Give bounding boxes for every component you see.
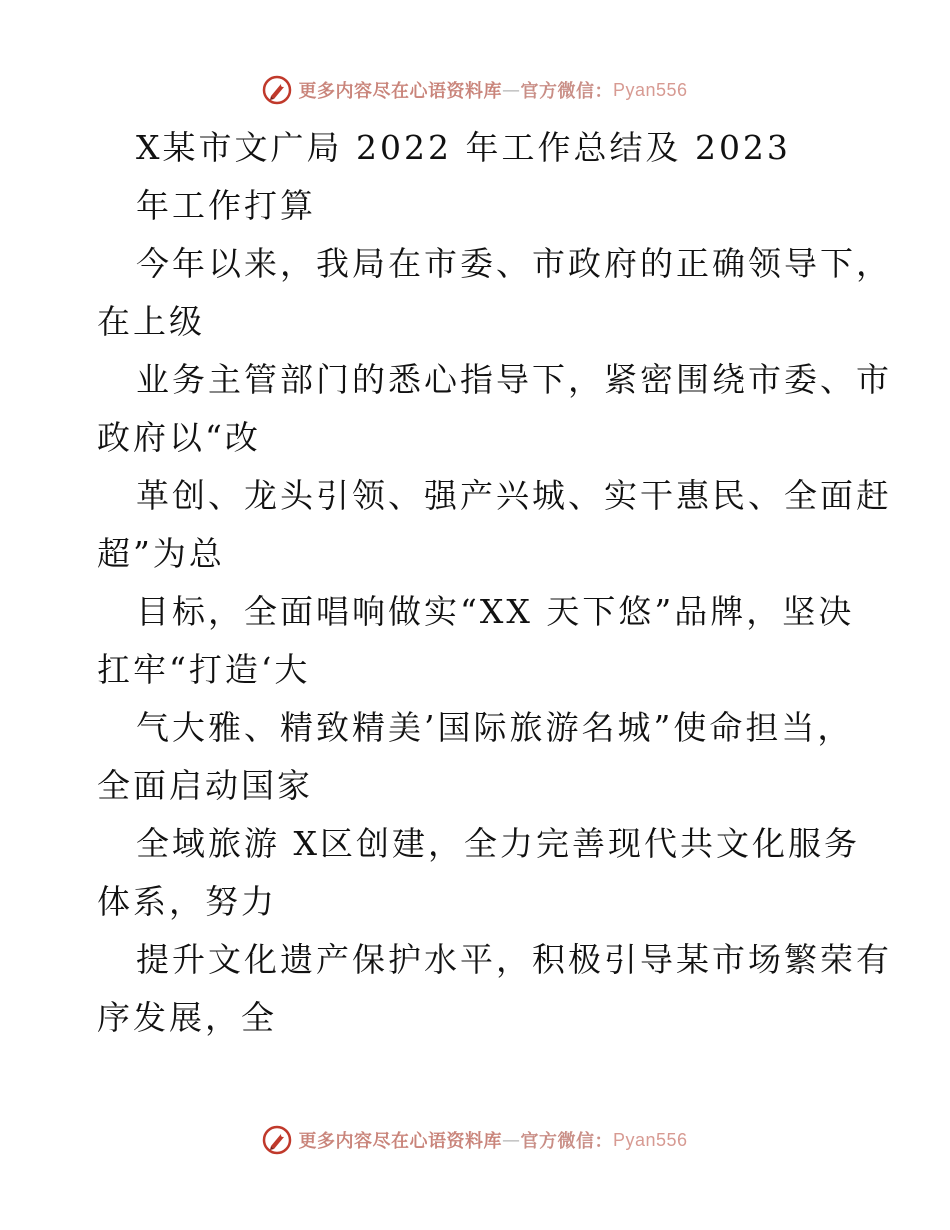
doc-text-line: 超”为总 — [97, 534, 225, 573]
watermark-wechat-id: Pyan556 — [612, 1129, 688, 1150]
doc-text-line: 今年以来，我局在市委、市政府的正确领导下， — [136, 244, 892, 283]
watermark-wechat-id: Pyan556 — [612, 79, 688, 100]
doc-title-line-1: X某市文广局 2022 年工作总结及 2023 — [136, 128, 791, 167]
doc-text-line: 全面启动国家 — [97, 766, 313, 805]
doc-text-line: 气大雅、精致精美’国际旅游名城”使命担当， — [136, 708, 854, 747]
watermark-title: 更多内容尽在心语资料库 — [298, 81, 502, 102]
pen-logo-icon — [262, 1125, 292, 1155]
watermark-dash: — — [501, 1129, 521, 1151]
watermark-dash: — — [501, 79, 521, 101]
doc-text-line: 政府以“改 — [97, 418, 261, 457]
doc-text-line: 扛牢“打造‘大 — [97, 650, 311, 689]
watermark-wechat-label: 官方微信： — [520, 81, 613, 102]
doc-text-line: 目标，全面唱响做实“XX 天下悠”品牌，坚决 — [136, 592, 855, 631]
doc-text-line: 业务主管部门的悉心指导下，紧密围绕市委、市 — [136, 360, 892, 399]
doc-text-line: 提升文化遗产保护水平，积极引导某市场繁荣有 — [136, 940, 892, 979]
doc-text-line: 革创、龙头引领、强产兴城、实干惠民、全面赶 — [136, 476, 892, 515]
doc-title-line-2: 年工作打算 — [136, 186, 316, 225]
watermark-header — [0, 70, 950, 110]
doc-text-line: 体系，努力 — [97, 882, 277, 921]
watermark-title: 更多内容尽在心语资料库 — [298, 1131, 502, 1152]
doc-text-line: 序发展，全 — [97, 998, 277, 1037]
pen-logo-icon — [262, 75, 292, 105]
doc-text-line: 在上级 — [97, 302, 205, 341]
doc-text-line: 全域旅游 X区创建，全力完善现代共文化服务 — [136, 824, 860, 863]
watermark-wechat-label: 官方微信： — [520, 1131, 613, 1152]
watermark-footer — [0, 1120, 950, 1160]
